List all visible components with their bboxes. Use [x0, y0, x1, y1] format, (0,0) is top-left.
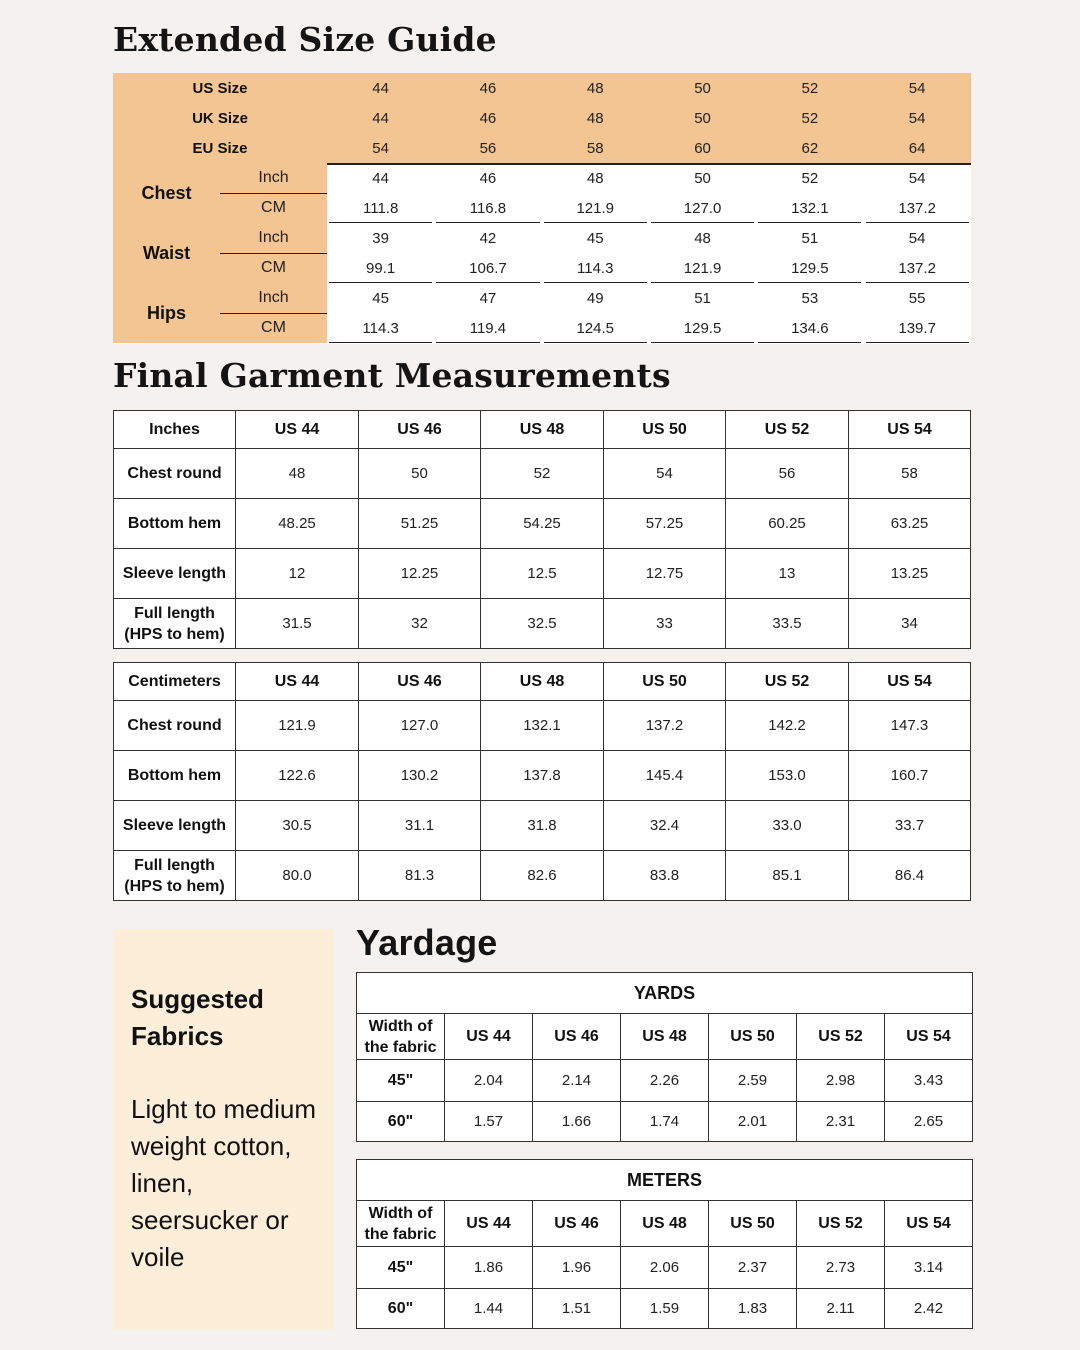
measure-unit: Inch: [258, 169, 289, 186]
size-column-header: US 54: [849, 411, 971, 449]
size-column-header: US 44: [445, 1014, 533, 1060]
table-row: [357, 1160, 973, 1201]
measurement-cell: 34: [849, 599, 971, 649]
measurement-cell: 50: [359, 449, 481, 499]
table-row: [357, 1060, 973, 1102]
yardage-cell: 1.74: [621, 1102, 709, 1142]
measurement-cell: 31.5: [236, 599, 359, 649]
size-value: 44: [372, 109, 389, 127]
table-row: [114, 801, 971, 851]
fabrics-text-line: voile: [131, 1242, 185, 1272]
measure-value: 52: [801, 169, 819, 187]
measure-group-name: Chest: [141, 182, 192, 203]
size-value: 64: [908, 139, 926, 157]
yardage-cell: 3.14: [885, 1247, 973, 1289]
measurement-cell: 12.25: [359, 549, 481, 599]
measurement-cell: 48: [236, 449, 359, 499]
size-value: 48: [586, 79, 604, 97]
measure-value: 121.9: [683, 259, 722, 277]
row-label-line: Full length: [134, 856, 215, 874]
measure-value: 55: [908, 289, 926, 307]
size-value: 62: [801, 139, 819, 157]
extended-size-table: [113, 73, 971, 344]
measurement-cell: 83.8: [604, 851, 726, 901]
measure-value: 134.6: [791, 319, 829, 337]
measurement-cell: 121.9: [236, 701, 359, 751]
size-column-header: US 54: [885, 1201, 973, 1247]
measure-unit: CM: [261, 319, 286, 336]
measure-value: 46: [479, 169, 497, 187]
measure-unit: Inch: [258, 289, 289, 306]
table-row: [357, 1247, 973, 1289]
size-column-header: US 48: [621, 1014, 709, 1060]
measurement-cell: 122.6: [236, 751, 359, 801]
measure-value: 48: [694, 229, 711, 247]
measure-value: 51: [801, 229, 819, 247]
size-column-header: US 54: [885, 1014, 973, 1060]
measurement-cell: 86.4: [849, 851, 971, 901]
measure-value: 45: [586, 229, 604, 247]
size-column-header: US 50: [709, 1014, 797, 1060]
row-label-line: (HPS to hem): [124, 625, 225, 643]
measurement-cell: 51.25: [359, 499, 481, 549]
size-system-label: UK Size: [192, 109, 248, 127]
measure-group-name: Waist: [142, 242, 191, 263]
measurement-cell: 137.8: [481, 751, 604, 801]
measurement-cell: 31.8: [481, 801, 604, 851]
measurement-cell: 132.1: [481, 701, 604, 751]
measurement-cell: 81.3: [359, 851, 481, 901]
size-value: 44: [372, 79, 389, 97]
measure-value: 132.1: [791, 199, 829, 217]
yardage-table-1: [356, 1159, 973, 1329]
table-row: [357, 1014, 973, 1060]
size-column-header: US 44: [236, 663, 359, 701]
size-column-header: US 52: [726, 663, 849, 701]
measurement-cell: 31.1: [359, 801, 481, 851]
measurement-cell: 130.2: [359, 751, 481, 801]
size-value: 52: [801, 79, 819, 97]
size-column-header: US 46: [359, 411, 481, 449]
width-corner-label: [357, 1014, 445, 1060]
measure-value: 137.2: [898, 259, 936, 277]
size-column-header: US 52: [797, 1014, 885, 1060]
final-garment-title: Final Garment Measurements: [113, 356, 671, 395]
suggested-fabrics-panel: [113, 929, 334, 1330]
fabric-width-label: 45": [357, 1247, 445, 1289]
size-column-header: US 52: [726, 411, 849, 449]
fabric-width-label: 45": [357, 1060, 445, 1102]
measure-unit: CM: [261, 199, 286, 216]
row-label: Bottom hem: [114, 751, 236, 801]
yardage-title: Yardage: [356, 922, 498, 963]
measurement-cell: 54.25: [481, 499, 604, 549]
measurement-cell: 32: [359, 599, 481, 649]
yardage-cell: 2.31: [797, 1102, 885, 1142]
size-value: 46: [479, 79, 497, 97]
yardage-cell: 2.37: [709, 1247, 797, 1289]
measurement-cell: 137.2: [604, 701, 726, 751]
value-underline: [758, 342, 861, 343]
value-underline: [544, 342, 647, 343]
measurement-cell: 60.25: [726, 499, 849, 549]
measurement-cell: 54: [604, 449, 726, 499]
measure-value: 111.8: [362, 199, 399, 217]
width-corner-label-line: Width of: [368, 1204, 433, 1222]
yardage-caption: METERS: [357, 1160, 973, 1201]
measurement-cell: 33.5: [726, 599, 849, 649]
measure-value: 45: [372, 289, 389, 307]
size-system-label: EU Size: [192, 139, 248, 157]
measurement-cell: 12.75: [604, 549, 726, 599]
table-row: [114, 449, 971, 499]
fabrics-title-line: Suggested: [131, 984, 264, 1014]
measurement-cell: 153.0: [726, 751, 849, 801]
value-underline: [866, 342, 969, 343]
measure-value: 47: [479, 289, 497, 307]
measurement-cell: 127.0: [359, 701, 481, 751]
measure-value: 53: [801, 289, 819, 307]
width-corner-label-line: the fabric: [364, 1038, 437, 1056]
measurement-cell: 82.6: [481, 851, 604, 901]
measurement-cell: 80.0: [236, 851, 359, 901]
width-corner-label-line: the fabric: [364, 1225, 437, 1243]
size-column-header: US 48: [481, 411, 604, 449]
row-label-line: (HPS to hem): [124, 877, 225, 895]
size-column-header: US 48: [481, 663, 604, 701]
measurement-cell: 160.7: [849, 751, 971, 801]
unit-divider: [220, 253, 327, 254]
row-label: Sleeve length: [114, 801, 236, 851]
corner-label: Centimeters: [114, 663, 236, 701]
size-column-header: US 44: [445, 1201, 533, 1247]
size-value: 48: [586, 109, 604, 127]
measure-unit: CM: [261, 259, 286, 276]
size-value: 52: [801, 109, 819, 127]
size-column-header: US 50: [604, 411, 726, 449]
yardage-cell: 1.66: [533, 1102, 621, 1142]
size-value: 54: [908, 109, 926, 127]
table-row: [114, 499, 971, 549]
measure-value: 129.5: [791, 259, 829, 277]
size-value: 46: [479, 109, 497, 127]
measurement-cell: 33.7: [849, 801, 971, 851]
size-system-label: US Size: [192, 79, 248, 97]
size-value: 54: [908, 79, 926, 97]
measure-unit: Inch: [258, 229, 289, 246]
measurement-cell: 145.4: [604, 751, 726, 801]
measurement-cell: 32.4: [604, 801, 726, 851]
width-corner-label: [357, 1201, 445, 1247]
measure-value: 39: [372, 229, 389, 247]
yardage-cell: 2.65: [885, 1102, 973, 1142]
row-label: Bottom hem: [114, 499, 236, 549]
measurement-cell: 142.2: [726, 701, 849, 751]
measurement-cell: 33: [604, 599, 726, 649]
measure-value: 124.5: [576, 319, 615, 337]
measure-value: 54: [908, 229, 926, 247]
size-column-header: US 44: [236, 411, 359, 449]
table-row: [357, 1201, 973, 1247]
fabric-width-label: 60": [357, 1102, 445, 1142]
suggested-fabrics-text: [131, 1091, 331, 1276]
value-underline: [436, 342, 539, 343]
row-label: [114, 599, 236, 649]
row-label-line: Full length: [134, 604, 215, 622]
measure-value: 116.8: [469, 199, 507, 217]
table-row: [114, 701, 971, 751]
table-row: [357, 1102, 973, 1142]
yardage-cell: 2.11: [797, 1289, 885, 1329]
fabrics-text-line: linen,: [131, 1168, 194, 1198]
size-value: 54: [372, 139, 389, 157]
measurement-cell: 12: [236, 549, 359, 599]
fabrics-text-line: Light to medium: [131, 1094, 316, 1124]
size-column-header: US 46: [533, 1014, 621, 1060]
unit-divider: [220, 313, 327, 314]
measure-value: 42: [479, 229, 497, 247]
measurement-cell: 30.5: [236, 801, 359, 851]
measurement-cell: 63.25: [849, 499, 971, 549]
corner-label: Inches: [114, 411, 236, 449]
suggested-fabrics-title: [131, 981, 264, 1055]
table-row: [357, 1289, 973, 1329]
table-row: [114, 411, 971, 449]
yardage-cell: 1.86: [445, 1247, 533, 1289]
row-label: Chest round: [114, 449, 236, 499]
yardage-cell: 2.42: [885, 1289, 973, 1329]
yardage-cell: 1.83: [709, 1289, 797, 1329]
measurement-cell: 13.25: [849, 549, 971, 599]
yardage-caption: YARDS: [357, 973, 973, 1014]
measurement-cell: 147.3: [849, 701, 971, 751]
garment-table-0: [113, 410, 971, 649]
measure-value: 137.2: [898, 199, 936, 217]
measurement-cell: 32.5: [481, 599, 604, 649]
yardage-cell: 2.98: [797, 1060, 885, 1102]
width-corner-label-line: Width of: [368, 1017, 433, 1035]
measure-group-name: Hips: [146, 302, 186, 323]
size-column-header: US 48: [621, 1201, 709, 1247]
measure-value: 121.9: [576, 199, 615, 217]
size-value: 58: [586, 139, 604, 157]
size-column-header: US 46: [359, 663, 481, 701]
table-row: [114, 549, 971, 599]
measurement-cell: 52: [481, 449, 604, 499]
measure-value: 48: [586, 169, 604, 187]
yardage-cell: 1.59: [621, 1289, 709, 1329]
yardage-cell: 1.96: [533, 1247, 621, 1289]
size-column-header: US 50: [604, 663, 726, 701]
size-value: 50: [694, 109, 711, 127]
unit-divider: [220, 193, 327, 194]
measurement-cell: 12.5: [481, 549, 604, 599]
measure-value: 139.7: [898, 319, 936, 337]
fabrics-text-line: seersucker or: [131, 1205, 289, 1235]
yardage-cell: 2.59: [709, 1060, 797, 1102]
size-column-header: US 46: [533, 1201, 621, 1247]
fabric-width-label: 60": [357, 1289, 445, 1329]
size-value: 50: [694, 79, 711, 97]
value-underline: [329, 342, 432, 343]
measurement-cell: 85.1: [726, 851, 849, 901]
table-row: [114, 851, 971, 901]
table-row: [114, 663, 971, 701]
measurement-cell: 13: [726, 549, 849, 599]
measure-value: 114.3: [362, 319, 399, 337]
measure-value: 129.5: [683, 319, 722, 337]
yardage-cell: 2.06: [621, 1247, 709, 1289]
size-value: 60: [694, 139, 711, 157]
measurement-cell: 57.25: [604, 499, 726, 549]
size-column-header: US 50: [709, 1201, 797, 1247]
measure-value: 54: [908, 169, 926, 187]
garment-table-1: [113, 662, 971, 901]
measure-value: 51: [694, 289, 711, 307]
size-column-header: US 54: [849, 663, 971, 701]
yardage-table-0: [356, 972, 973, 1142]
table-row: [357, 973, 973, 1014]
row-label: Sleeve length: [114, 549, 236, 599]
measure-value: 106.7: [469, 259, 507, 277]
measure-value: 99.1: [366, 259, 396, 277]
measurement-cell: 48.25: [236, 499, 359, 549]
yardage-cell: 1.57: [445, 1102, 533, 1142]
table-row: [114, 751, 971, 801]
size-guide-title: Extended Size Guide: [113, 20, 497, 59]
yardage-cell: 2.26: [621, 1060, 709, 1102]
yardage-cell: 2.01: [709, 1102, 797, 1142]
size-column-header: US 52: [797, 1201, 885, 1247]
measure-value: 49: [586, 289, 604, 307]
yardage-cell: 2.14: [533, 1060, 621, 1102]
measurement-cell: 33.0: [726, 801, 849, 851]
table-row: [114, 599, 971, 649]
measure-value: 119.4: [469, 319, 507, 337]
yardage-cell: 1.51: [533, 1289, 621, 1329]
measure-value: 127.0: [683, 199, 722, 217]
yardage-cell: 3.43: [885, 1060, 973, 1102]
measure-value: 50: [694, 169, 711, 187]
measure-value: 114.3: [577, 259, 614, 277]
value-underline: [651, 342, 754, 343]
measurement-cell: 58: [849, 449, 971, 499]
fabrics-title-line: Fabrics: [131, 1021, 224, 1051]
row-label: Chest round: [114, 701, 236, 751]
row-label: [114, 851, 236, 901]
yardage-cell: 2.04: [445, 1060, 533, 1102]
yardage-cell: 1.44: [445, 1289, 533, 1329]
measurement-cell: 56: [726, 449, 849, 499]
fabrics-text-line: weight cotton,: [131, 1131, 292, 1161]
yardage-cell: 2.73: [797, 1247, 885, 1289]
size-value: 56: [479, 139, 497, 157]
measure-value: 44: [372, 169, 389, 187]
